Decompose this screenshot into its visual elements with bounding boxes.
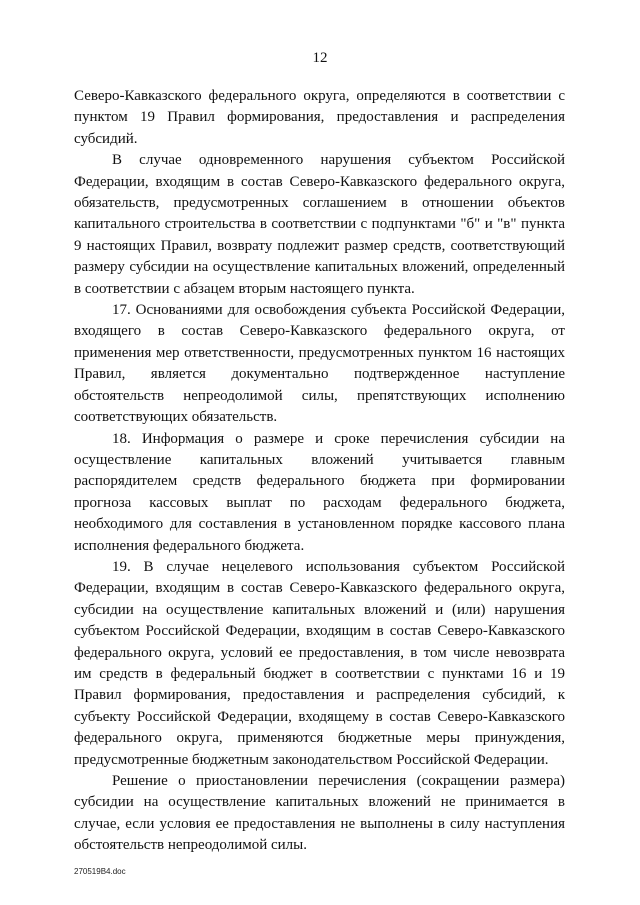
paragraph-18: 18. Информация о размере и сроке перечисления субсидии на осуществление капитальных вложений учитывается главным распорядителем средств федерального бюджета при формировании прогноза кассовых выплат по расходам федерального бюджета, необходимого для составления в установленном порядке кассового плана исполнения федерального бюджета. [74,430,565,554]
paragraph-19: 19. В случае нецелевого использования субъектом Российской Федерации, входящим в состав Северо-Кавказского федерального округа, субсидии на осуществление капитальных вложений и (или) нарушения субъектом Российской Федерации, входящим в состав Северо-Кавказского федерального округа, условий ее предоставления, в том числе невозврата им средств в федеральный бюджет в соответствии с пунктами 16 и 19 Правил формирования, предоставления и распределения субсидий, к субъекту Российской Федерации, входящему в состав Северо-Кавказского федерального округа, применяются бюджетные меры принуждения, предусмотренные бюджетным законодательством Российской Федерации. [74,558,565,768]
file-name-footer: 270519В4.doc [74,867,126,876]
paragraph-simultaneous-violation: В случае одновременного нарушения субъектом Российской Федерации, входящим в состав Северо-Кавказского федерального округа, обязательств, предусмотренных соглашением в отношении объектов капитального строительства в соответствии с подпунктами "б" и "в" пункта 9 настоящих Правил, возврату подлежит размер средств, соответствующий размеру субсидии на осуществление капитальных вложений, определенный в соответствии с абзацем вторым настоящего пункта. [74,152,565,297]
paragraph-continuation: Северо-Кавказского федерального округа, определяются в соответствии с пунктом 19 Правил формирования, предоставления и распределения субсидий. [74,88,565,147]
page-number: 12 [312,50,328,66]
paragraph-suspension-decision: Решение о приостановлении перечисления (сокращении размера) субсидии на осуществление капитальных вложений не принимается в случае, если условия ее предоставления не выполнены в силу наступления обстоятельств непреодолимой силы. [74,773,565,854]
document-body [74,86,565,857]
paragraph-17: 17. Основаниями для освобождения субъекта Российской Федерации, входящего в состав Северо-Кавказского федерального округа, от применения мер ответственности, предусмотренных пунктом 16 настоящих Правил, является документально подтвержденное наступление обстоятельств непреодолимой силы, препятствующих исполнению соответствующих обязательств. [74,302,565,426]
